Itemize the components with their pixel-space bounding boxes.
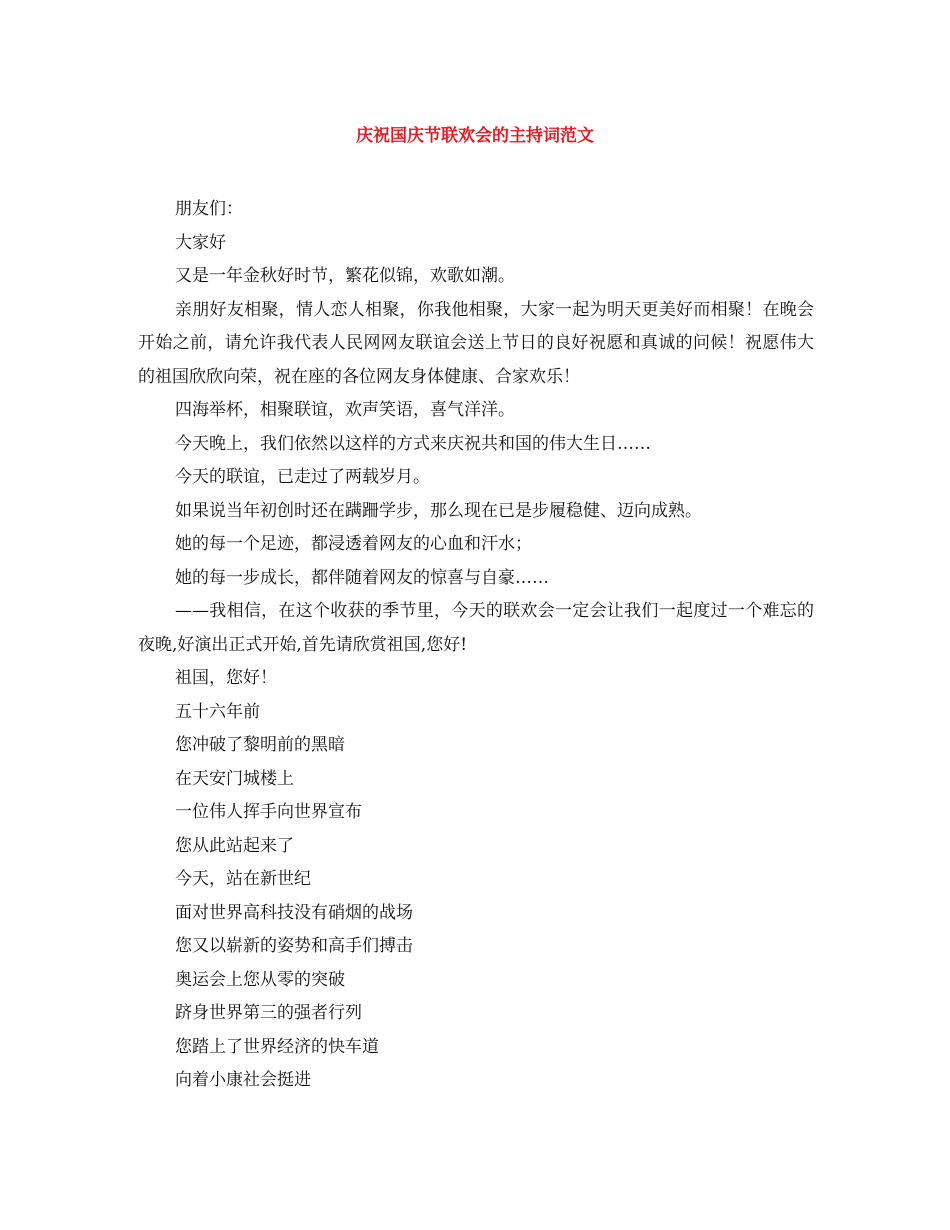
- paragraph: 四海举杯，相聚联谊，欢声笑语，喜气洋洋。: [175, 400, 515, 420]
- paragraph: 祖国，您好！: [175, 668, 277, 688]
- paragraph: 朋友们：: [175, 199, 243, 219]
- paragraph: 她的每一个足迹，都浸透着网友的心血和汗水；: [175, 534, 532, 554]
- paragraph: 您从此站起来了: [175, 835, 294, 856]
- paragraph: 您冲破了黎明前的黑暗: [175, 735, 345, 755]
- paragraph: 跻身世界第三的强者行列: [175, 1003, 362, 1023]
- paragraph: 五十六年前: [175, 701, 260, 722]
- paragraph: 您又以崭新的姿势和高手们搏击: [175, 936, 413, 956]
- paragraph: 在天安门城楼上: [175, 768, 294, 789]
- document-title: 庆祝国庆节联欢会的主持词范文: [356, 126, 594, 146]
- paragraph: 亲朋好友相聚，情人恋人相聚，你我他相聚，大家一起为明天更美好而相聚！在晚会开始之前，请允许我代表人民网网友联谊会送上节日的良好祝愿和真诚的问候！祝愿伟大的祖国欣欣向荣，祝在座的各位网友身体健康、合家欢乐！: [138, 299, 814, 387]
- paragraph: 今天的联谊，已走过了两载岁月。: [175, 467, 430, 487]
- paragraph: 又是一年金秋好时节，繁花似锦，欢歌如潮。: [175, 266, 515, 286]
- paragraph: 一位伟人挥手向世界宣布: [175, 802, 362, 822]
- paragraph: 她的每一步成长，都伴随着网友的惊喜与自豪……: [175, 567, 549, 588]
- paragraph: ——我相信，在这个收获的季节里，今天的联欢会一定会让我们一起度过一个难忘的夜晚,好演出正式开始,首先请欣赏祖国,您好!: [138, 601, 814, 655]
- paragraph: 今天晚上，我们依然以这样的方式来庆祝共和国的伟大生日……: [175, 433, 651, 454]
- paragraph: 今天，站在新世纪: [175, 869, 311, 889]
- document-body: [138, 193, 814, 1098]
- paragraph: 向着小康社会挺进: [175, 1070, 311, 1090]
- paragraph: 面对世界高科技没有硝烟的战场: [175, 902, 413, 923]
- paragraph: 大家好: [175, 232, 226, 253]
- paragraph: 奥运会上您从零的突破: [175, 969, 345, 990]
- paragraph: 如果说当年初创时还在蹒跚学步，那么现在已是步履稳健、迈向成熟。: [175, 500, 702, 521]
- paragraph: 您踏上了世界经济的快车道: [175, 1036, 379, 1057]
